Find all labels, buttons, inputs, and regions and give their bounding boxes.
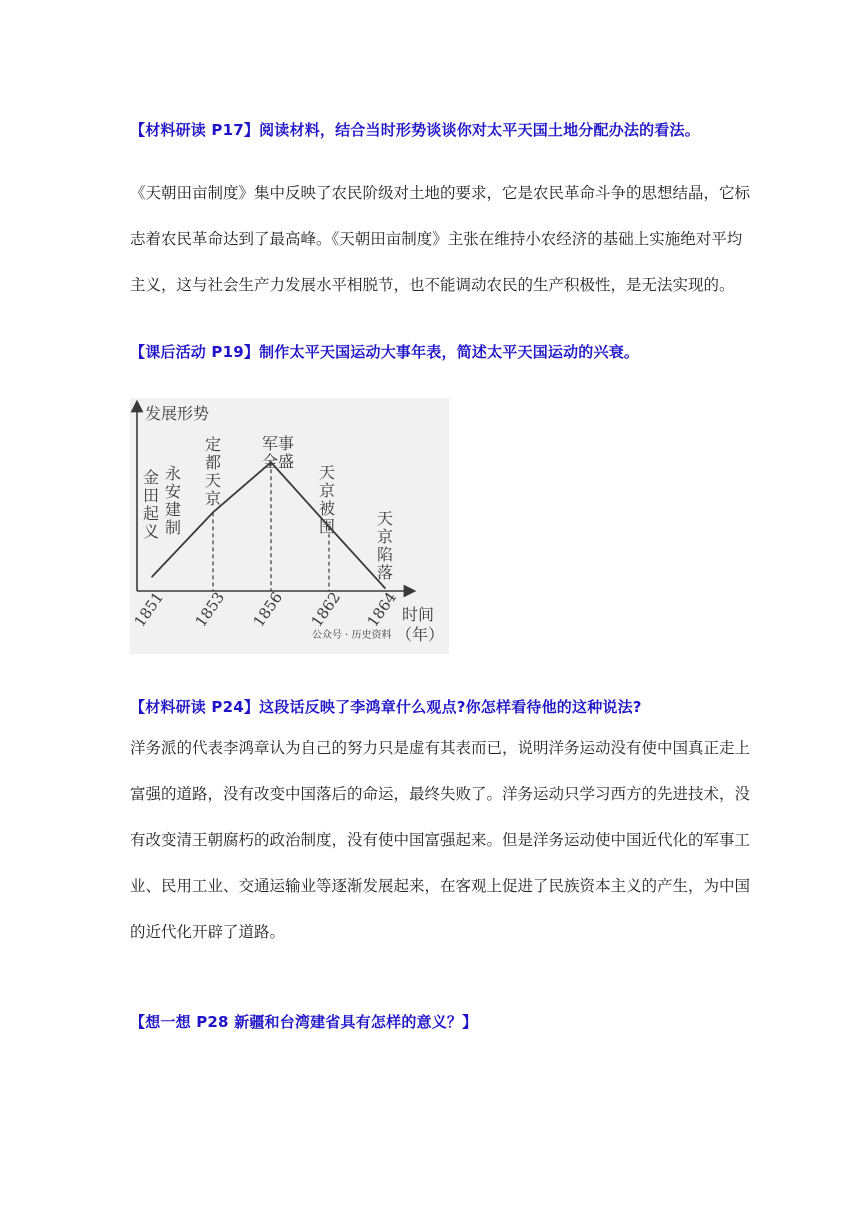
event-label-1851-char: 安	[165, 482, 182, 501]
event-label-1862-char: 被	[319, 499, 336, 518]
event-label-1851-char: 义	[143, 522, 160, 541]
watermark-text: 公众号 · 历史资料	[312, 630, 392, 641]
x-axis-label: 时间	[402, 605, 435, 624]
event-label-1862-char: 围	[319, 517, 336, 536]
data-point-1851	[151, 576, 153, 578]
data-point-1853	[212, 512, 214, 514]
event-label-1851-char: 建	[165, 500, 182, 519]
chart-svg	[130, 398, 449, 654]
x-tick-label-1862: 1862	[307, 588, 345, 631]
event-label-1856: 军事	[262, 434, 295, 453]
answer-paragraph-p17	[130, 181, 751, 319]
paragraph-line: 主义，这与社会生产力发展水平相脱节，也不能调动农民的生产积极性，是无法实现的。	[130, 276, 735, 294]
taiping-timeline-chart	[130, 398, 449, 654]
question-heading-p28: 【想一想 P28 新疆和台湾建省具有怎样的意义？】	[130, 1013, 478, 1031]
x-axis-label-unit: （年）	[396, 625, 445, 644]
event-label-1851-char: 金	[143, 468, 160, 487]
question-heading-p19: 【课后活动 P19】制作太平天国运动大事年表，简述太平天国运动的兴衰。	[130, 343, 640, 361]
paragraph-line: 《天朝田亩制度》集中反映了农民阶级对土地的要求，它是农民革命斗争的思想结晶，它标	[130, 184, 751, 202]
event-label-1864-char: 落	[377, 563, 394, 582]
paragraph-line: 洋务派的代表李鸿章认为自己的努力只是虚有其表而已，说明洋务运动没有使中国真正走上	[130, 739, 751, 757]
event-label-1853-char: 天	[205, 471, 222, 490]
x-tick-label-1856: 1856	[249, 588, 287, 631]
paragraph-line: 业、民用工业、交通运输业等逐渐发展起来，在客观上促进了民族资本主义的产生，为中国	[130, 877, 751, 895]
event-label-1851-char: 田	[143, 486, 160, 505]
answer-paragraph-p24	[130, 736, 751, 966]
question-heading-p24: 【材料研读 P24】这段话反映了李鸿章什么观点?你怎样看待他的这种说法?	[130, 698, 642, 716]
event-label-1851-char: 制	[165, 518, 182, 537]
trend-line	[152, 462, 385, 588]
event-label-1864-char: 京	[377, 527, 394, 546]
y-axis-label: 发展形势	[145, 404, 210, 423]
event-label-1856-b: 全盛	[262, 452, 295, 471]
event-label-1853-char: 定	[205, 435, 222, 454]
x-tick-label-1864: 1864	[363, 588, 401, 631]
event-label-1851-char: 起	[143, 504, 160, 523]
paragraph-line: 富强的道路，没有改变中国落后的命运，最终失败了。洋务运动只学习西方的先进技术，没	[130, 785, 751, 803]
event-label-1864-char: 天	[377, 509, 394, 528]
paragraph-line: 的近代化开辟了道路。	[130, 923, 286, 941]
x-tick-label-1853: 1853	[191, 588, 229, 631]
paragraph-line: 志着农民革命达到了最高峰。《天朝田亩制度》主张在维持小农经济的基础上实施绝对平均	[130, 230, 743, 248]
question-heading-p17: 【材料研读 P17】阅读材料，结合当时形势谈谈你对太平天国土地分配办法的看法。	[130, 121, 700, 139]
event-label-1851-char: 永	[165, 464, 182, 483]
paragraph-line: 有改变清王朝腐朽的政治制度，没有使中国富强起来。但是洋务运动使中国近代化的军事工	[130, 831, 751, 849]
event-label-1864-char: 陷	[377, 545, 394, 564]
event-label-1853-char: 都	[205, 453, 222, 472]
x-tick-label-1851: 1851	[130, 588, 168, 631]
event-label-1862-char: 京	[319, 481, 336, 500]
event-label-1862-char: 天	[319, 463, 336, 482]
event-label-1853-char: 京	[205, 489, 222, 508]
